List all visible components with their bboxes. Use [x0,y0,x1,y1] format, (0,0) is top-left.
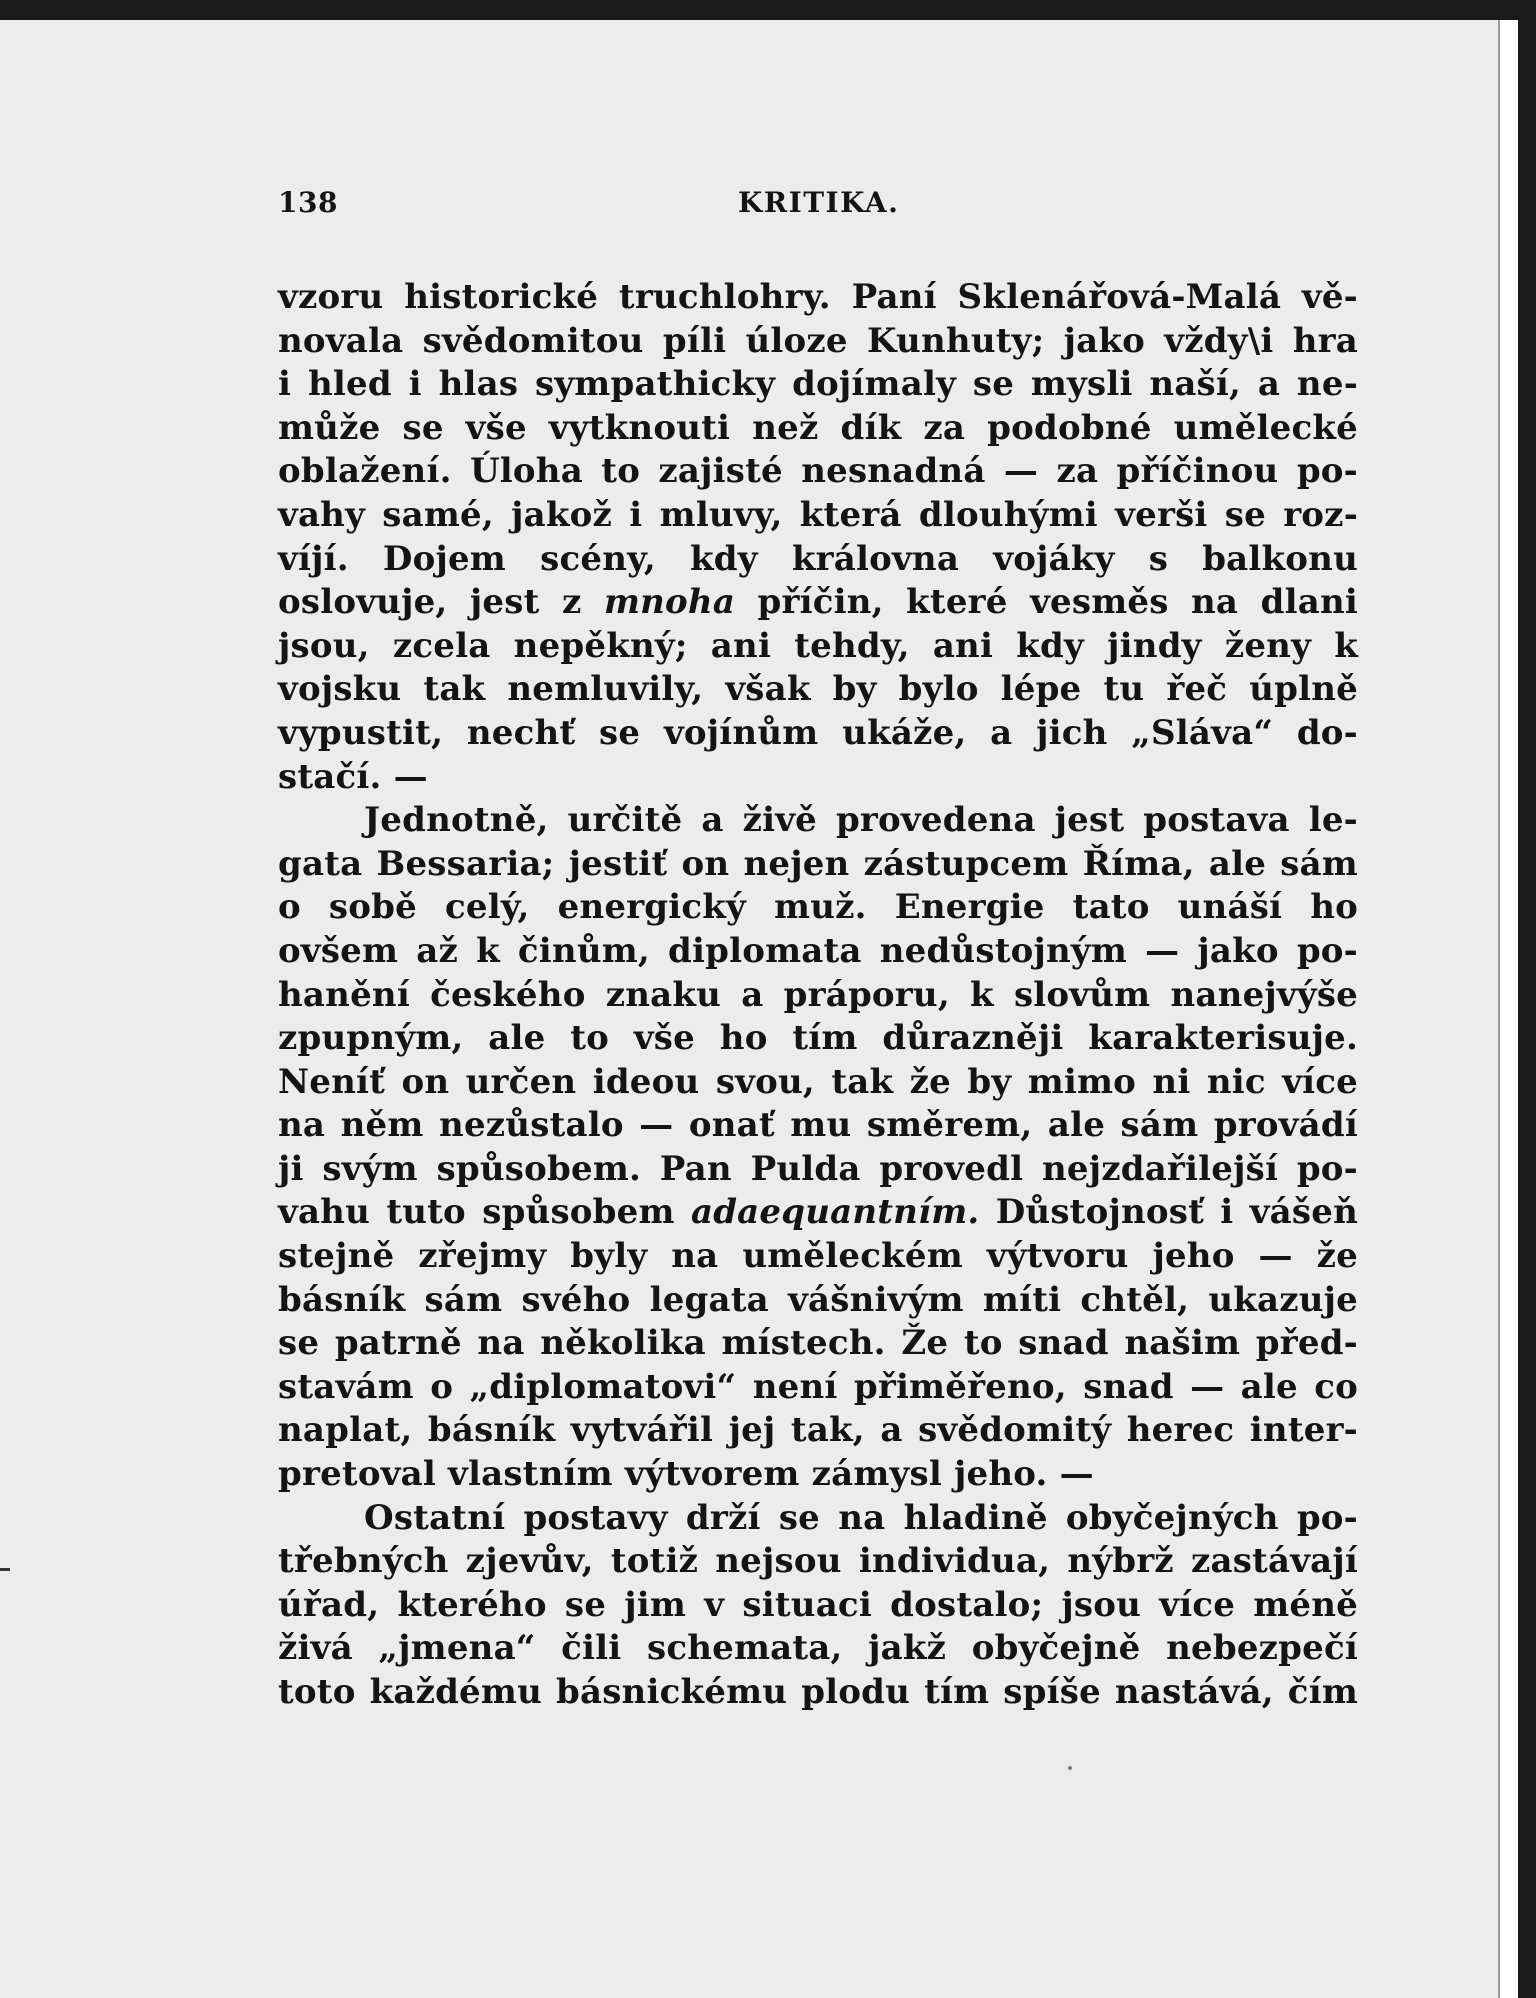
text-line: jsou, zcela nepěkný; ani tehdy, ani kdy jindy ženy k [278,625,1358,666]
text-line: i hled i hlas sympathicky dojímaly se mysli naší, a ne- [278,364,1358,405]
scan-edge-right [1518,0,1536,1998]
text-line: třebných zjevův, totiž nejsou individua, nýbrž zastávají [278,1541,1358,1582]
text-line: živá „jmena“ čili schemata, jakž obyčejně nebezpečí [278,1628,1358,1669]
text-line: vojsku tak nemluvily, však by bylo lépe tu řeč úplně [278,669,1358,710]
text-line: vypustit, nechť se vojínům ukáže, a jich „Sláva“ do- [278,712,1358,753]
text-line: stejně zřejmy byly na uměleckém výtvoru jeho — že [278,1236,1358,1277]
italic-term: adaequantním. [690,1192,980,1233]
text-line: ji svým spůsobem. Pan Pulda provedl nejzdařilejší po- [278,1148,1358,1189]
text-line: gata Bessaria; jestiť on nejen zástupcem Říma, ale sám [278,843,1358,884]
header-title: KRITIKA. [738,186,900,219]
text-line: zpupným, ale to vše ho tím důrazněji karakterisuje. [278,1018,1358,1059]
text-line: toto každému básnickému plodu tím spíše nastává, čím [278,1672,1358,1712]
margin-mark [0,1568,10,1571]
running-head [278,186,1358,226]
text-line: básník sám svého legata vášnivým míti chtěl, ukazuje [278,1279,1358,1320]
text-line [278,581,1358,625]
text-line: může se vše vytknouti než dík za podobné umělecké [278,407,1358,448]
text-line: novala svědomitou píli úloze Kunhuty; jako vždy\i hra [278,320,1358,361]
text-line: o sobě celý, energický muž. Energie tato unáší ho [278,887,1358,928]
text-line: hanění českého znaku a práporu, k slovům nanejvýše [278,974,1358,1015]
scan-edge-top [0,0,1536,20]
text-line: vzoru historické truchlohry. Paní Sklenářová-Malá vě- [278,277,1358,317]
text-run: oslovuje, jest z [278,582,604,623]
text-line: naplat, básník vytvářil jej tak, a svědomitý herec inter- [278,1410,1358,1451]
italic-term: mnoha [603,582,736,623]
text-line: víjí. Dojem scény, kdy královna vojáky s balkonu [278,538,1358,579]
body-text [278,276,1358,1715]
text-line: stavám o „diplomatovi“ není přiměřeno, snad — ale co [278,1366,1358,1407]
text-run: příčin, které vesměs na dlani [735,582,1358,623]
text-line: oblažení. Úloha to zajisté nesnadná — za příčinou po- [278,451,1358,492]
text-line [278,1191,1358,1235]
text-line: pretoval vlastním výtvorem zámysl jeho. — [278,1454,1094,1495]
text-line: se patrně na několika místech. Že to snad našim před- [278,1323,1358,1364]
text-line: Jednotně, určitě a živě provedena jest postava le- [364,800,1358,841]
print-speck [1068,1766,1072,1770]
text-line: na něm nezůstalo — onať mu směrem, ale sám provádí [278,1105,1358,1146]
text-line: Ostatní postavy drží se na hladině obyčejných po- [364,1497,1358,1538]
page-number: 138 [278,186,338,219]
text-line: úřad, kterého se jim v situaci dostalo; jsou více méně [278,1584,1358,1625]
text-line: stačí. — [278,756,428,797]
text-run: vahu tuto spůsobem [278,1192,691,1233]
text-line: vahy samé, jakož i mluvy, která dlouhými verši se roz- [278,494,1358,535]
text-line: Neníť on určen ideou svou, tak že by mimo ni nic více [278,1061,1358,1102]
text-run: Důstojnosť i vášeň [979,1192,1358,1233]
text-line: ovšem až k činům, diplomata nedůstojným — jako po- [278,930,1358,971]
